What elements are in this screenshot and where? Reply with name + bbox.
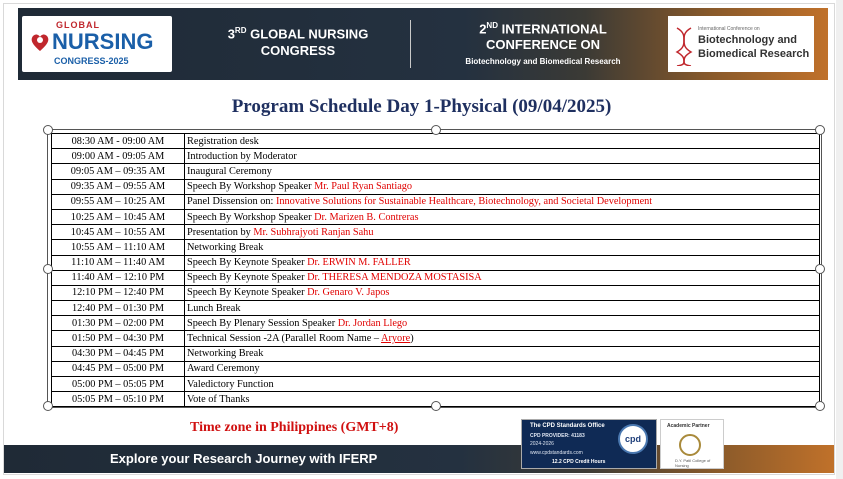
schedule-activity-cell[interactable] xyxy=(185,209,820,224)
conference-sup: ND xyxy=(486,21,498,30)
resize-handle-top-right[interactable] xyxy=(815,125,825,135)
cpd-title: The CPD Standards Office xyxy=(530,423,605,429)
partner-label: Academic Partner xyxy=(667,423,710,429)
schedule-activity: Technical Session -2A (Parallel Room Name – xyxy=(187,333,382,345)
schedule-row[interactable] xyxy=(52,134,820,149)
schedule-speaker: Mr. Subhrajyoti Ranjan Sahu xyxy=(253,226,374,238)
schedule-row[interactable] xyxy=(52,194,820,209)
schedule-activity: Speech By Workshop Speaker xyxy=(187,181,315,193)
schedule-activity: Presentation by xyxy=(187,226,254,238)
cpd-badge xyxy=(521,419,657,469)
schedule-time[interactable]: 08:30 AM - 09:00 AM xyxy=(52,134,185,149)
schedule-activity-cell[interactable] xyxy=(185,164,820,179)
schedule-row[interactable] xyxy=(52,149,820,164)
cpd-years: 2024-2026 xyxy=(530,441,554,447)
schedule-activity: Introduction by Moderator xyxy=(187,150,297,162)
schedule-activity-cell[interactable] xyxy=(185,270,820,285)
schedule-row[interactable] xyxy=(52,377,820,392)
schedule-time[interactable]: 09:05 AM – 09:35 AM xyxy=(52,164,185,179)
resize-handle-middle-right[interactable] xyxy=(815,264,825,274)
schedule-activity-cell[interactable] xyxy=(185,179,820,194)
biotech-logo xyxy=(668,16,814,72)
schedule-speaker: Dr. Genaro V. Japos xyxy=(307,287,390,299)
schedule-activity-cell[interactable] xyxy=(185,225,820,240)
schedule-time[interactable]: 11:40 AM – 12:10 PM xyxy=(52,270,185,285)
schedule-activity: Inaugural Ceremony xyxy=(187,165,272,177)
schedule-speaker: Dr. ERWIN M. FALLER xyxy=(307,257,411,269)
schedule-activity-cell[interactable] xyxy=(185,149,820,164)
schedule-row[interactable] xyxy=(52,255,820,270)
schedule-row[interactable] xyxy=(52,179,820,194)
logo-line3: CONGRESS-2025 xyxy=(54,56,129,66)
schedule-time[interactable]: 05:05 PM – 05:10 PM xyxy=(52,392,185,407)
schedule-time[interactable]: 10:25 AM – 10:45 AM xyxy=(52,209,185,224)
schedule-activity: Networking Break xyxy=(187,348,264,360)
schedule-speaker: Mr. Paul Ryan Santiago xyxy=(314,181,413,193)
schedule-activity-cell[interactable] xyxy=(185,377,820,392)
resize-handle-middle-left[interactable] xyxy=(43,264,53,274)
cpd-site: www.cpdstandards.com xyxy=(530,450,583,456)
biotech-logo-small: International Conference on xyxy=(698,26,760,32)
schedule-row[interactable] xyxy=(52,301,820,316)
congress-title xyxy=(188,22,408,59)
schedule-activity-cell[interactable] xyxy=(185,240,820,255)
schedule-activity: Networking Break xyxy=(187,241,264,253)
schedule-time[interactable]: 09:35 AM – 09:55 AM xyxy=(52,179,185,194)
congress-line2: CONGRESS xyxy=(260,43,336,59)
schedule-activity-cell[interactable] xyxy=(185,134,820,149)
resize-handle-top-center[interactable] xyxy=(431,125,441,135)
schedule-row[interactable] xyxy=(52,361,820,376)
congress-sup: RD xyxy=(234,26,247,35)
college-seal-icon xyxy=(679,434,701,456)
conference-number: 2 xyxy=(479,21,487,37)
window-edge xyxy=(836,0,843,479)
biotech-logo-line2: Biomedical Research xyxy=(698,48,810,60)
schedule-activity: Registration desk xyxy=(187,135,259,147)
resize-handle-bottom-center[interactable] xyxy=(431,401,441,411)
schedule-activity-cell[interactable] xyxy=(185,331,820,346)
schedule-time[interactable]: 01:50 PM – 04:30 PM xyxy=(52,331,185,346)
footer-text: Explore your Research Journey with IFERP xyxy=(110,451,378,466)
schedule-activity: Speech By Keynote Speaker xyxy=(187,287,308,299)
schedule-table[interactable] xyxy=(51,133,820,407)
schedule-time[interactable]: 04:30 PM – 04:45 PM xyxy=(52,346,185,361)
congress-number: 3 xyxy=(227,26,235,42)
schedule-row[interactable] xyxy=(52,164,820,179)
cpd-provider: CPD PROVIDER: 41183 xyxy=(530,433,585,439)
logo-line1: GLOBAL xyxy=(56,20,100,30)
schedule-row[interactable] xyxy=(52,270,820,285)
schedule-activity: Valedictory Function xyxy=(187,378,274,390)
schedule-activity-cell[interactable] xyxy=(185,361,820,376)
schedule-time[interactable]: 04:45 PM – 05:00 PM xyxy=(52,361,185,376)
schedule-time[interactable]: 10:55 AM – 11:10 AM xyxy=(52,240,185,255)
schedule-speaker: Dr. Jordan Llego xyxy=(337,317,408,329)
schedule-speaker: Aryore xyxy=(381,333,411,345)
conference-line2: CONFERENCE ON xyxy=(485,37,601,53)
schedule-row[interactable] xyxy=(52,285,820,300)
schedule-time[interactable]: 12:10 PM – 12:40 PM xyxy=(52,285,185,300)
page-title: Program Schedule Day 1-Physical (09/04/2025) xyxy=(231,96,612,117)
conference-title xyxy=(428,18,658,70)
schedule-activity: Speech By Keynote Speaker xyxy=(187,272,308,284)
schedule-activity-cell[interactable] xyxy=(185,194,820,209)
schedule-time[interactable]: 09:55 AM – 10:25 AM xyxy=(52,194,185,209)
global-nursing-logo xyxy=(22,16,172,72)
schedule-activity-cell[interactable] xyxy=(185,285,820,300)
academic-partner xyxy=(660,419,724,469)
dna-icon xyxy=(674,26,694,66)
schedule-row[interactable] xyxy=(52,331,820,346)
heart-icon xyxy=(28,30,52,54)
congress-line1: GLOBAL NURSING xyxy=(246,26,369,42)
schedule-table-container[interactable] xyxy=(51,133,820,408)
schedule-time[interactable]: 09:00 AM - 09:05 AM xyxy=(52,149,185,164)
schedule-activity: Speech By Keynote Speaker xyxy=(187,257,308,269)
resize-handle-bottom-left[interactable] xyxy=(43,401,53,411)
schedule-row[interactable] xyxy=(52,225,820,240)
resize-handle-bottom-right[interactable] xyxy=(815,401,825,411)
schedule-row[interactable] xyxy=(52,316,820,331)
schedule-activity-cell[interactable] xyxy=(185,316,820,331)
schedule-time[interactable]: 01:30 PM – 02:00 PM xyxy=(52,316,185,331)
schedule-time[interactable]: 11:10 AM – 11:40 AM xyxy=(52,255,185,270)
schedule-activity: Panel Dissension on: xyxy=(187,196,276,208)
conference-line1: INTERNATIONAL xyxy=(497,21,607,37)
schedule-time[interactable]: 05:00 PM – 05:05 PM xyxy=(52,377,185,392)
schedule-speaker: Innovative Solutions for Sustainable Healthcare, Biotechnology, and Societal Development xyxy=(275,196,653,208)
timezone-note: Time zone in Philippines (GMT+8) xyxy=(190,420,399,435)
schedule-speaker: Dr. Marizen B. Contreras xyxy=(314,211,419,223)
schedule-activity-cell[interactable] xyxy=(185,301,820,316)
schedule-speaker: Dr. THERESA MENDOZA MOSTASISA xyxy=(307,272,482,284)
resize-handle-top-left[interactable] xyxy=(43,125,53,135)
cpd-seal-text: cpd xyxy=(625,434,642,444)
logo-line2: NURSING xyxy=(52,29,154,54)
banner-divider xyxy=(410,20,411,68)
schedule-activity-cell[interactable] xyxy=(185,255,820,270)
schedule-row[interactable] xyxy=(52,209,820,224)
header-banner xyxy=(18,8,828,80)
biotech-logo-line1: Biotechnology and xyxy=(698,34,797,46)
schedule-row[interactable] xyxy=(52,240,820,255)
schedule-activity: Award Ceremony xyxy=(187,363,260,375)
schedule-activity: Vote of Thanks xyxy=(187,393,250,405)
partner-name: D.Y. Patil College of Nursing xyxy=(675,458,711,468)
schedule-suffix: ) xyxy=(410,333,414,345)
schedule-activity: Speech By Workshop Speaker xyxy=(187,211,315,223)
cpd-hours: 12.2 CPD Credit Hours xyxy=(552,459,606,465)
schedule-activity-cell[interactable] xyxy=(185,392,820,407)
conference-line3: Biotechnology and Biomedical Research xyxy=(465,57,621,67)
schedule-activity-cell[interactable] xyxy=(185,346,820,361)
schedule-time[interactable]: 12:40 PM – 01:30 PM xyxy=(52,301,185,316)
cpd-seal-icon xyxy=(618,424,648,454)
schedule-activity: Lunch Break xyxy=(187,302,241,314)
schedule-row[interactable] xyxy=(52,346,820,361)
schedule-time[interactable]: 10:45 AM – 10:55 AM xyxy=(52,225,185,240)
schedule-activity: Speech By Plenary Session Speaker xyxy=(187,317,338,329)
